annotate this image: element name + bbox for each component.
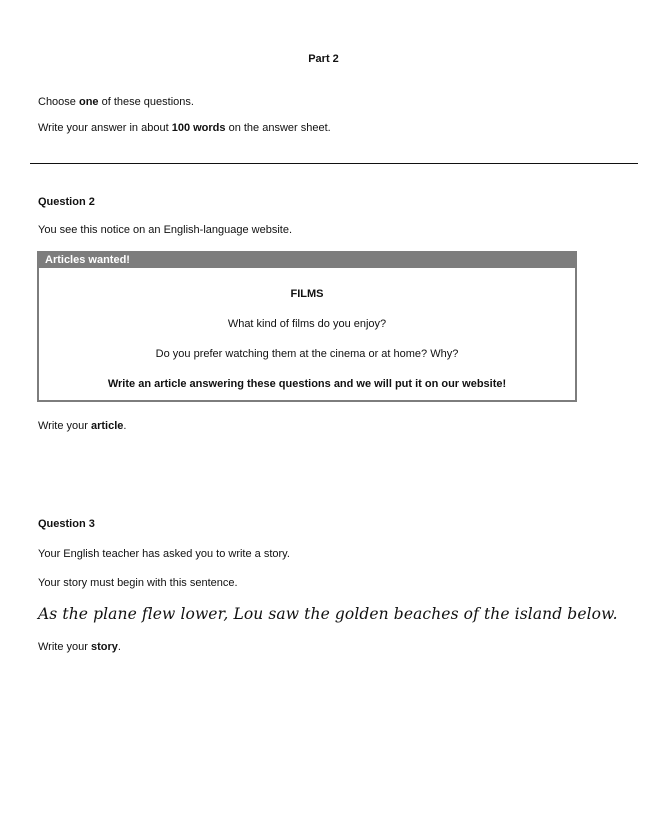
question-2-task-emphasis: article <box>90 420 124 432</box>
question-2-task <box>38 420 126 432</box>
notice-title: FILMS <box>290 288 324 300</box>
question-3-intro-1: Your English teacher has asked you to write a story. <box>38 548 290 560</box>
question-2-heading: Question 2 <box>38 196 95 208</box>
question-3-task <box>38 641 121 653</box>
question-2-task-end: . <box>123 420 127 432</box>
notice-question-2: Do you prefer watching them at the cinema or at home? Why? <box>155 348 459 360</box>
website-notice-box <box>37 251 577 402</box>
question-3-task-end: . <box>117 641 121 653</box>
notice-question-1: What kind of films do you enjoy? <box>227 318 387 330</box>
instruction-word-count-end: on the answer sheet. <box>225 122 331 134</box>
question-3-intro-2: Your story must begin with this sentence. <box>38 577 238 589</box>
question-3-task-text: Write your <box>38 641 91 653</box>
instruction-word-count <box>38 122 331 134</box>
part-title: Part 2 <box>308 53 339 65</box>
section-divider <box>30 163 638 164</box>
instruction-choose <box>38 96 194 108</box>
instruction-word-count-emphasis: 100 words <box>171 122 226 134</box>
notice-header: Articles wanted! <box>39 253 575 268</box>
instruction-choose-end: of these questions. <box>98 96 194 108</box>
instruction-choose-text: Choose <box>38 96 79 108</box>
question-3-heading: Question 3 <box>38 518 95 530</box>
notice-call-to-action: Write an article answering these questions and we will put it on our website! <box>107 378 507 390</box>
instruction-word-count-text: Write your answer in about <box>38 122 172 134</box>
instruction-choose-emphasis: one <box>78 96 99 108</box>
story-opening-sentence: As the plane flew lower, Lou saw the golden beaches of the island below. <box>38 605 618 623</box>
question-2-task-text: Write your <box>38 420 91 432</box>
question-3-task-emphasis: story <box>90 641 118 653</box>
question-2-intro: You see this notice on an English-language website. <box>38 224 292 236</box>
